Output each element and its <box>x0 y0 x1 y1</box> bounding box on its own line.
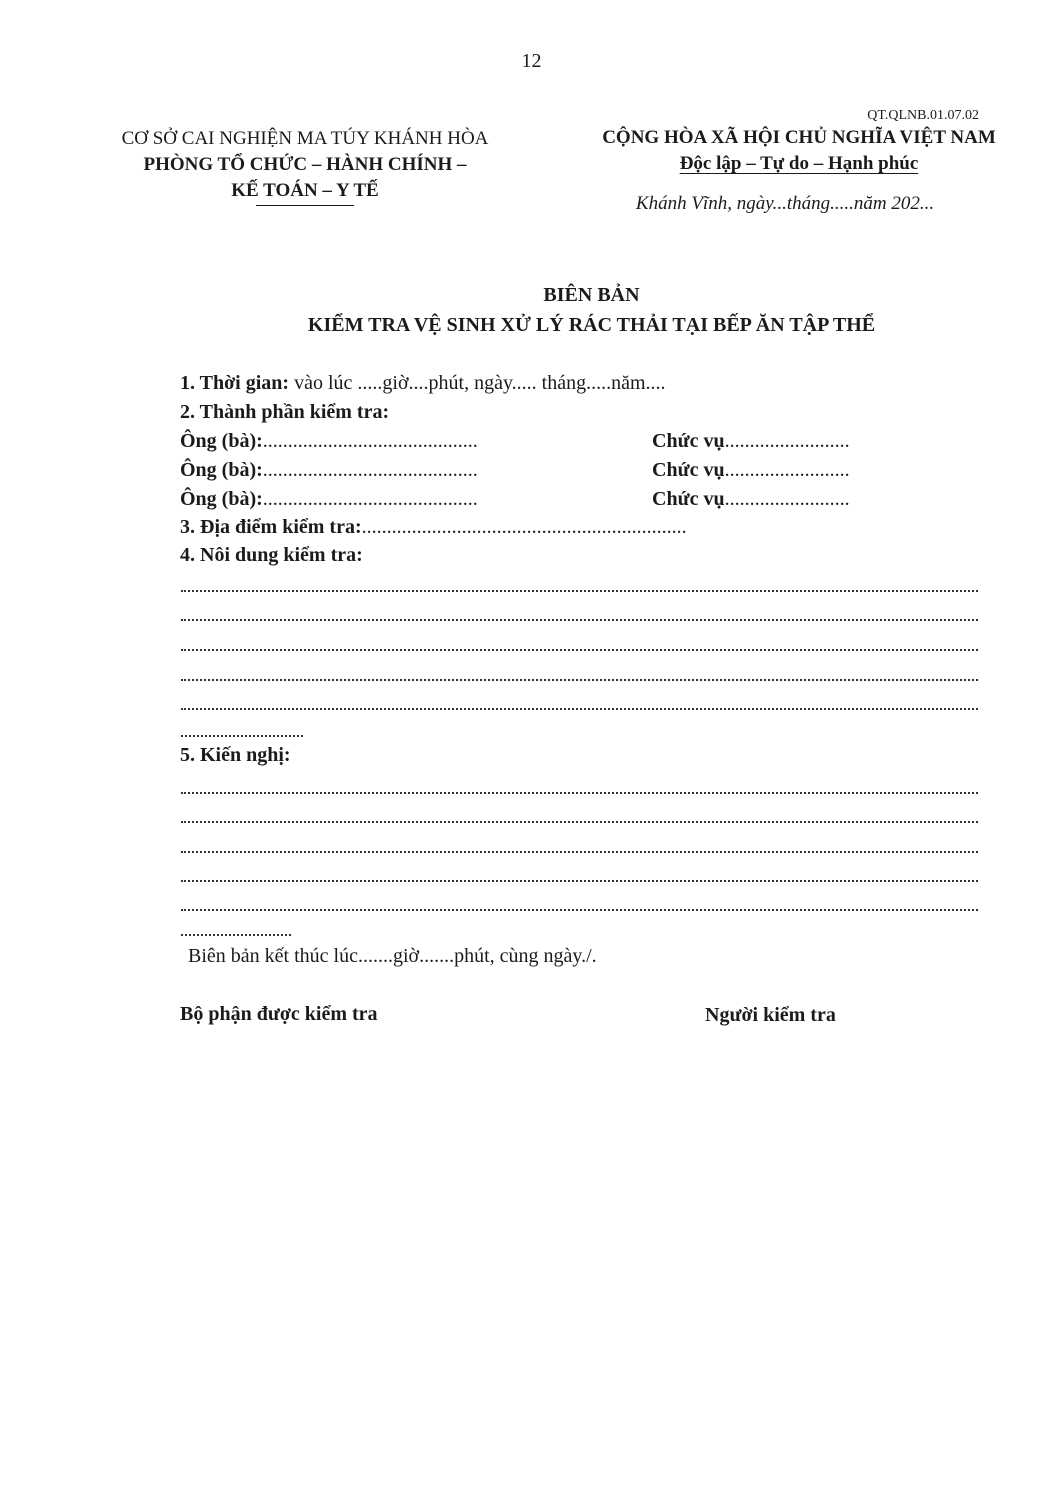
location-blank: ................................................................. <box>361 516 687 538</box>
header-divider <box>256 205 354 206</box>
recommend-blank-line <box>181 849 978 853</box>
position-label: Chức vụ <box>652 459 725 481</box>
content-blank-line <box>181 617 978 621</box>
person-label: Ông (bà): <box>180 459 263 481</box>
person-blank: ........................................... <box>262 430 478 452</box>
members-label: 2. Thành phần kiểm tra: <box>180 401 390 423</box>
recommend-blank-line <box>181 907 978 911</box>
time-label: 1. Thời gian: <box>180 372 290 394</box>
recommend-label: 5. Kiến nghị: <box>180 744 291 766</box>
position-blank: ......................... <box>724 430 850 452</box>
position-label: Chức vụ <box>652 488 725 510</box>
location-label: 3. Địa điểm kiểm tra: <box>180 516 362 538</box>
document-subtitle: KIỂM TRA VỆ SINH XỬ LÝ RÁC THẢI TẠI BẾP ĂN TẬP THỂ <box>307 314 876 336</box>
content-blank-line <box>181 588 978 592</box>
document-title: BIÊN BẢN <box>543 284 640 306</box>
content-blank-line <box>181 647 978 651</box>
position-row <box>652 430 850 453</box>
time-value: vào lúc .....giờ....phút, ngày..... tháng.....năm.... <box>289 372 666 394</box>
document-code: QT.QLNB.01.07.02 <box>867 108 979 123</box>
member-row <box>180 430 478 453</box>
person-blank: ........................................... <box>262 488 478 510</box>
person-label: Ông (bà): <box>180 430 263 452</box>
position-label: Chức vụ <box>652 430 725 452</box>
organization-header <box>82 126 528 206</box>
signature-inspected-unit: Bộ phận được kiểm tra <box>180 1003 378 1025</box>
department-name-line2: KẾ TOÁN – Y TẾ <box>231 180 379 201</box>
organization-name: CƠ SỞ CAI NGHIỆN MA TÚY KHÁNH HÒA <box>121 128 489 149</box>
position-row <box>652 488 850 511</box>
content-blank-line <box>181 706 978 710</box>
recommend-blank-line <box>181 819 978 823</box>
recommend-blank-line-end <box>181 932 291 936</box>
time-row <box>180 372 666 395</box>
member-row <box>180 488 478 511</box>
page-number: 12 <box>521 50 542 72</box>
person-label: Ông (bà): <box>180 488 263 510</box>
person-blank: ........................................... <box>262 459 478 481</box>
content-blank-line-end <box>181 733 303 737</box>
location-row <box>180 516 687 539</box>
national-motto: Độc lập – Tự do – Hạnh phúc <box>679 153 919 174</box>
national-header <box>570 125 1028 177</box>
recommend-blank-line <box>181 878 978 882</box>
recommend-blank-line <box>181 790 978 794</box>
signature-inspector: Người kiểm tra <box>705 1004 836 1026</box>
member-row <box>180 459 478 482</box>
place-date: Khánh Vĩnh, ngày...tháng.....năm 202... <box>635 193 935 214</box>
country-name: CỘNG HÒA XÃ HỘI CHỦ NGHĨA VIỆT NAM <box>602 127 996 148</box>
position-row <box>652 459 850 482</box>
position-blank: ......................... <box>724 459 850 481</box>
department-name-line1: PHÒNG TỔ CHỨC – HÀNH CHÍNH – <box>143 154 467 175</box>
position-blank: ......................... <box>724 488 850 510</box>
content-blank-line <box>181 677 978 681</box>
content-label: 4. Nôi dung kiểm tra: <box>180 544 363 566</box>
closing-statement: Biên bản kết thúc lúc.......giờ.......phút, cùng ngày./. <box>188 945 597 967</box>
